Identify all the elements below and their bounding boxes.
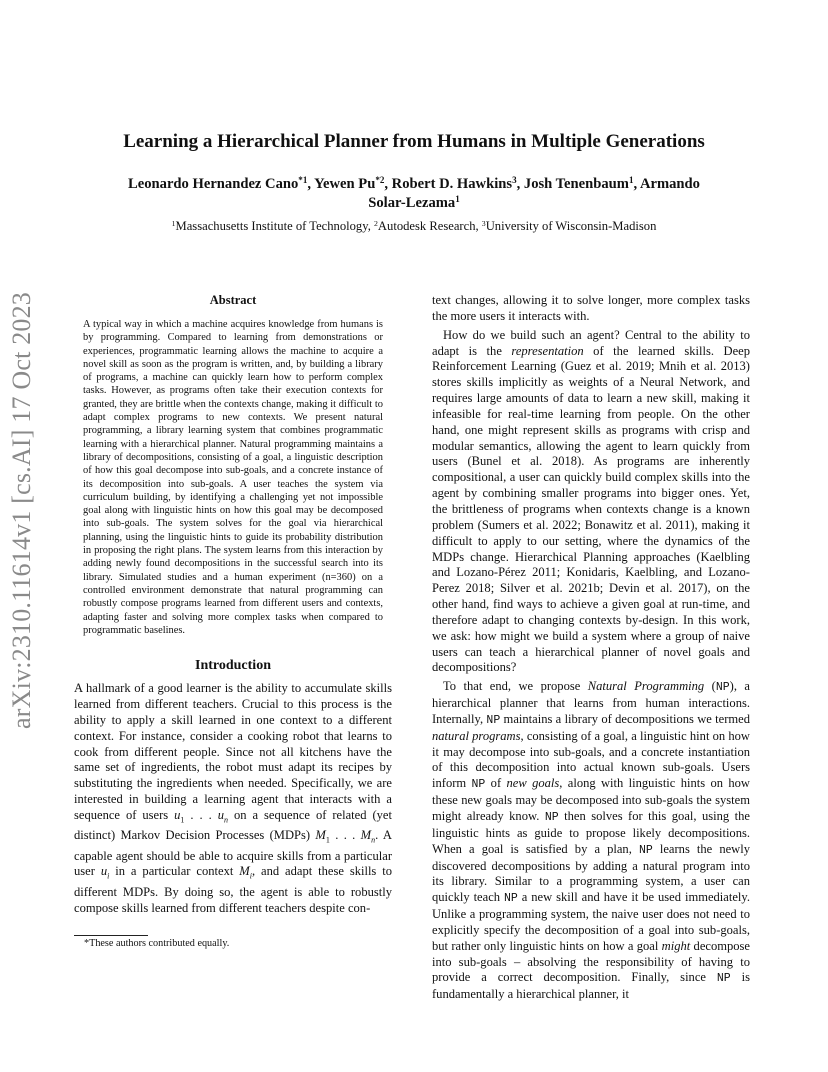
right-column	[432, 293, 750, 1003]
intro-paragraph-1: A hallmark of a good learner is the ability to accumulate skills learned from different teachers. Crucial to this process is the ability to apply a skill learned in one context to a different context. For instance, consider a cooking robot that learns to cook from different people. Since not all kitchens have the same set of ingredients, the robot must adapt its recipes by substituting the ingredients when needed. Specifically, we are interested in building a learning agent that interacts with a sequence of users $u_1$ . . . $u_n$ on a sequence of related (yet distinct) Markov Decision Processes (MDPs) $M_1$ . . . $M_n$. A capable agent should be able to acquire skills from a particular user $u_i$ in a particular context $M_i$, and adapt these skills to different MDPs. By doing so, the agent is able to robustly compose skills learned from different teachers despite con-	[74, 681, 392, 915]
authors-line-2: Solar-Lezama$^1$	[368, 194, 460, 211]
arxiv-identifier: arXiv:2310.11614v1 [cs.AI] 17 Oct 2023	[7, 291, 36, 729]
abstract-heading: Abstract	[209, 293, 257, 307]
intro-paragraph-1-continued: text changes, allowing it to solve longer, more complex tasks the more users it interacts with.	[432, 293, 750, 323]
affiliations: $^1$Massachusetts Institute of Technology, $^2$Autodesk Research, $^3$University of Wisconsin-Madison	[171, 218, 657, 233]
introduction-heading: Introduction	[195, 658, 271, 674]
footnote-rule	[74, 935, 148, 936]
abstract-text: A typical way in which a machine acquires knowledge from humans is by programming. Compared to learning from demonstrations or experiences, programmatic learning allows the machine to acquire a novel skill as soon as the program is written, and, by building a library of programs, a machine can quickly learn how to perform complex tasks. However, as programs often take their execution contexts for granted, they are brittle when the contexts change, making it difficult to adapt complex programs to new contexts. We present natural programming, a library learning system that combines programmatic learning with a hierarchical planner. Natural programming maintains a library of decompositions, consisting of a goal, a linguistic description of how this goal decompose into sub-goals, and a concrete instance of its decomposition into sub-goals. A user teaches the system via curriculum building, by identifying a challenging yet not impossible goal along with linguistic hints on how this goal may be decomposed into sub-goals. The system solves for the goal via hierarchical planning, using the linguistic hints to guide its probability distribution in proposing the right plans. The system learns from this interaction by adding newly found decompositions in the successful search into its library. Simulated studies and a human experiment (n=360) on a controlled environment demonstrate that natural programming can robustly compose programs learned from different users and contexts, adapting faster and solving more complex tasks when compared to programmatic baselines.	[83, 319, 383, 636]
intro-paragraph-3: To that end, we propose Natural Programming (NP), a hierarchical planner that learns from human interactions. Internally, NP maintains a library of decompositions we termed natural programs, consisting of a goal, a linguistic hint on how it may decompose into sub-goals, and a concrete instantiation of this decomposition into actual known sub-goals. Users inform NP of new goals, along with linguistic hints on how these new goals may be decomposed into sub-goals the system might already know. NP then solves for this goal, using the linguistic hints as guide to propose likely decompositions. When a goal is satisfied by a plan, NP learns the newly discovered decompositions by adding a natural program into its library. Similar to a programming system, a user can quickly teach NP a new skill and have it be used immediately. Unlike a programming system, the naive user does not need to explicitly specify the decomposition of a goal into sub-goals, but rather only linguistic hints on how a goal might decompose into sub-goals – absolving the responsibility of having to provide a correct decomposition. Finally, since NP is fundamentally a hierarchical planner, it	[432, 679, 751, 1002]
footnote: *These authors contributed equally.	[84, 938, 230, 949]
intro-paragraph-2: How do we build such an agent? Central to the ability to adapt is the representation of the learned skills. Deep Reinforcement Learning (Guez et al. 2019; Mnih et al. 2013) stores skills implicitly as weights of a Neural Network, and requires large amounts of data to learn a new skill, making it infeasible for real-time learning from people. On the other hand, one might represent skills as programs with crisp and modular semantics, allowing the agent to learn quickly from users (Bunel et al. 2018). As programs are inherently compositional, a user can quickly build complex skills into the agent by combining smaller programs into bigger ones. Yet, the brittleness of programs when contexts change is a known problem (Sumers et al. 2022; Bonawitz et al. 2011), making it difficult to apply to our setting, where the dynamics of the MDPs change. Hierarchical Planning approaches (Kaelbling and Lozano-Pérez 2011; Konidaris, Kaelbling, and Lozano-Perez 2018; Silver et al. 2021b; Devin et al. 2017), on the other hand, find ways to achieve a given goal at run-time, and therefore adapt to changing contexts by-design. In this work, we ask: how might we build a system where a group of naive users can teach a hierarchical planner of novel goals and decompositions?	[432, 327, 750, 675]
authors-line-1: Leonardo Hernandez Cano$^{*1}$, Yewen Pu$^{*2}$, Robert D. Hawkins$^3$, Josh Tenenbaum$^1$, Armando	[128, 175, 700, 192]
left-column	[74, 293, 392, 916]
author-list	[80, 175, 748, 213]
paper-title: Learning a Hierarchical Planner from Humans in Multiple Generations	[123, 131, 705, 152]
